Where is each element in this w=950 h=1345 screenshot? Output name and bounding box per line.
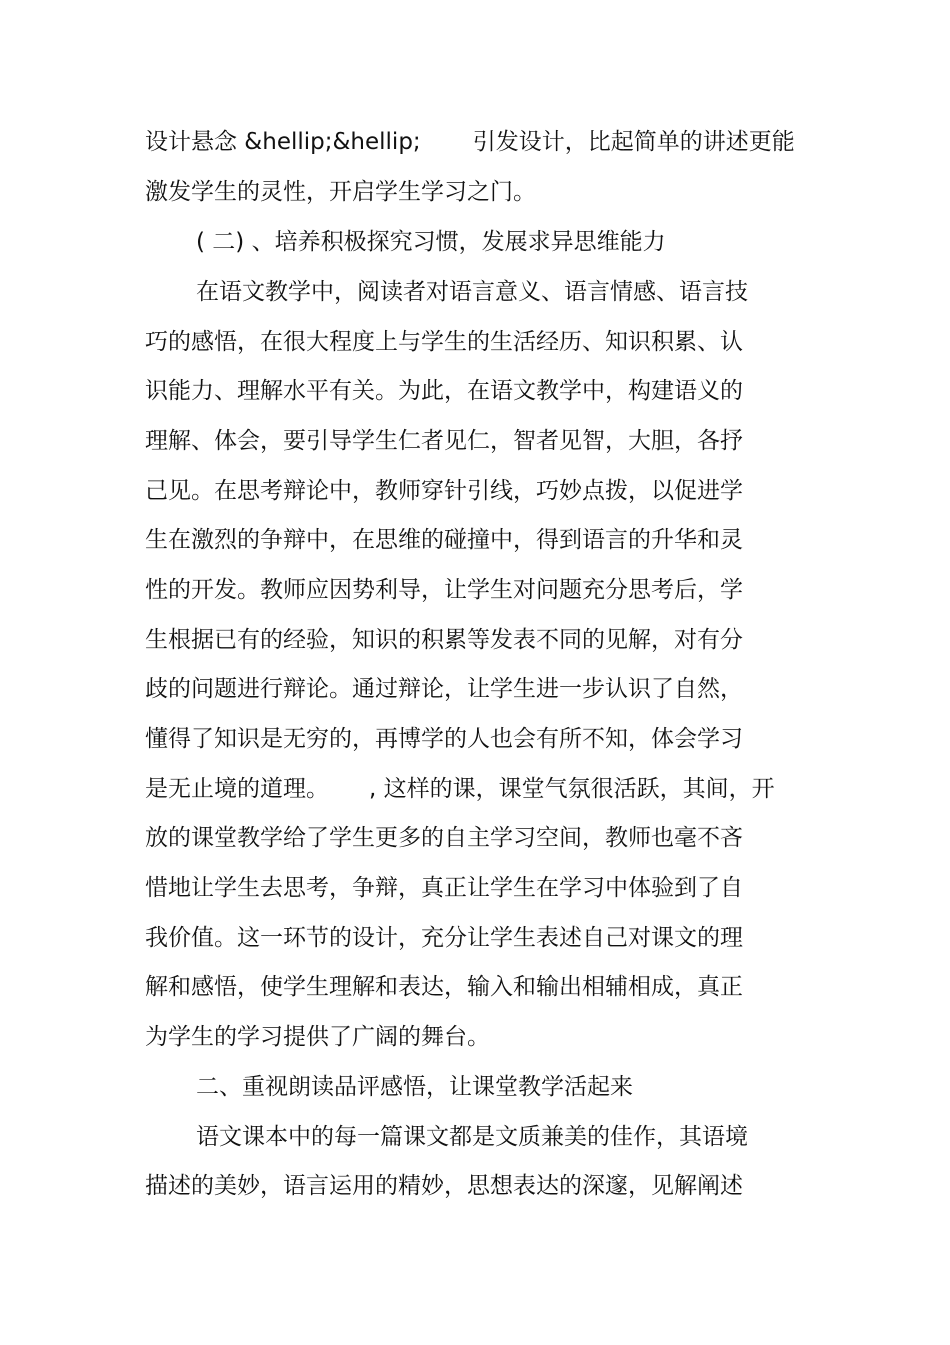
paragraph-line: 解和感悟，使学生理解和表达，输入和输出相辅相成，真正 (145, 974, 743, 1000)
section-heading: ( 二) 、培养积极探究习惯，发展求异思维能力 (196, 229, 666, 255)
paragraph-line: 在语文教学中，阅读者对语言意义、语言情感、语言技 (196, 279, 748, 305)
text-segment: 设计悬念 &hellip;&hellip; (145, 129, 421, 155)
paragraph-line: 生在激烈的争辩中，在思维的碰撞中，得到语言的升华和灵 (145, 527, 743, 553)
paragraph-line: 放的课堂教学给了学生更多的自主学习空间，教师也毫不吝 (145, 825, 743, 851)
paragraph-line: 歧的问题进行辩论。通过辩论，让学生进一步认识了自然， (145, 676, 743, 702)
paragraph-line: 理解、体会，要引导学生仁者见仁，智者见智，大胆，各抒 (145, 428, 743, 454)
text-line: 激发学生的灵性，开启学生学习之门。 (145, 179, 536, 205)
paragraph-line: 懂得了知识是无穷的，再博学的人也会有所不知，体会学习 (145, 726, 743, 752)
paragraph-line: 识能力、理解水平有关。为此，在语文教学中，构建语义的 (145, 378, 743, 404)
text-segment: 是无止境的道理。 (145, 776, 329, 802)
paragraph-line: 性的开发。教师应因势利导，让学生对问题充分思考后，学 (145, 577, 743, 603)
paragraph-line: 巧的感悟，在很大程度上与学生的生活经历、知识积累、认 (145, 329, 743, 355)
paragraph-line: 为学生的学习提供了广阔的舞台。 (145, 1024, 490, 1050)
text-line (145, 126, 795, 158)
paragraph-line: 己见。在思考辩论中，教师穿针引线，巧妙点拨，以促进学 (145, 478, 743, 504)
section-heading: 二、重视朗读品评感悟，让课堂教学活起来 (196, 1074, 633, 1100)
paragraph-line: 生根据已有的经验，知识的积累等发表不同的见解，对有分 (145, 627, 743, 653)
paragraph-line: 描述的美妙，语言运用的精妙，思想表达的深邃，见解阐述 (145, 1173, 743, 1199)
text-segment: 引发设计，比起简单的讲述更能 (472, 129, 795, 155)
paragraph-line: 我价值。这一环节的设计，充分让学生表述自己对课文的理 (145, 925, 743, 951)
paragraph-line: 惜地让学生去思考，争辩，真正让学生在学习中体验到了自 (145, 875, 743, 901)
paragraph-line (145, 773, 775, 805)
text-segment: , 这样的课，课堂气氛很活跃，其间，开 (369, 776, 775, 802)
paragraph-line: 语文课本中的每一篇课文都是文质兼美的佳作，其语境 (196, 1124, 748, 1150)
